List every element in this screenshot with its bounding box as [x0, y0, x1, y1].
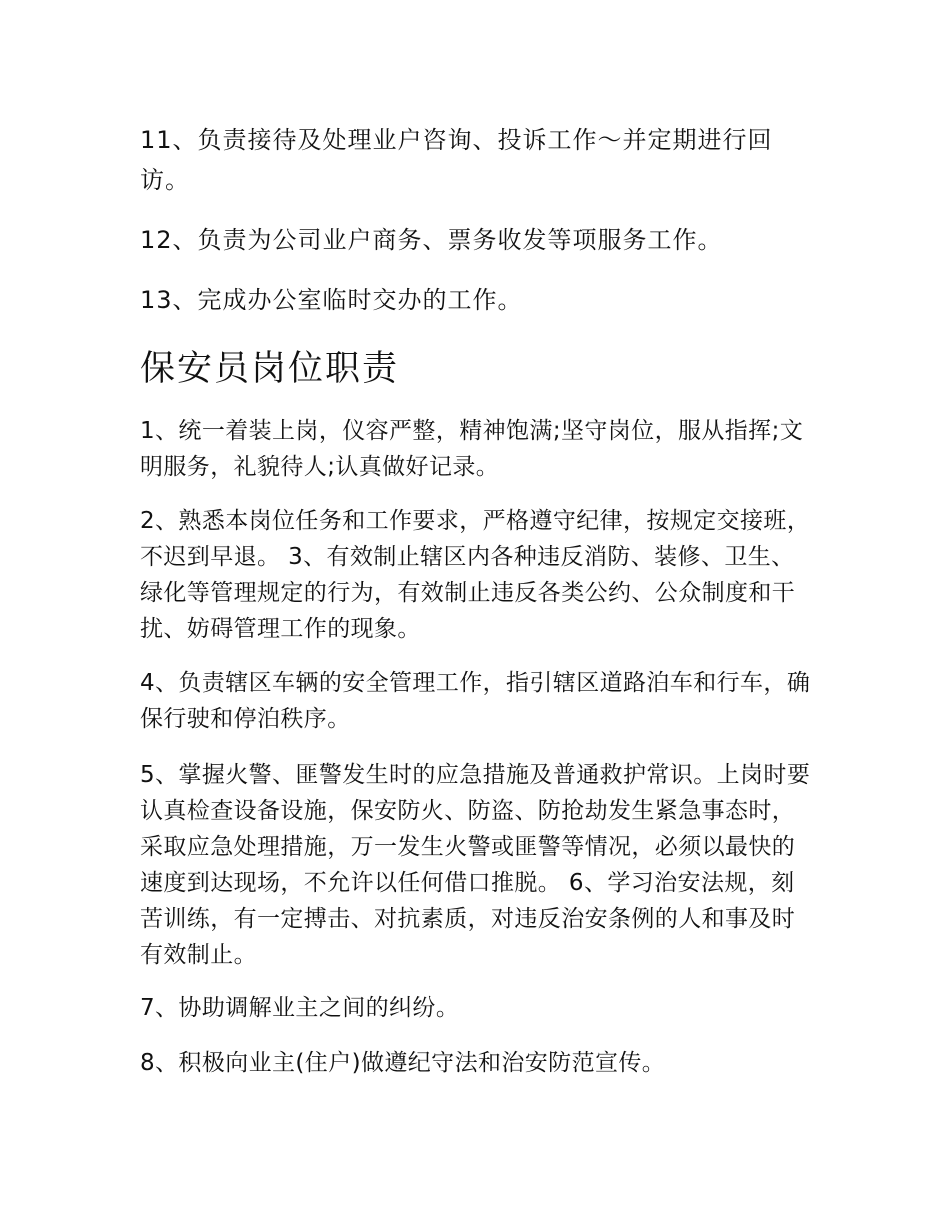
- duty-item-4: 4、负责辖区车辆的安全管理工作，指引辖区道路泊车和行车，确保行驶和停泊秩序。: [140, 670, 811, 732]
- duty-item-2-3: 2、熟悉本岗位任务和工作要求，严格遵守纪律，按规定交接班，不迟到早退。 3、有效制止辖区内各种违反消防、装修、卫生、绿化等管理规定的行为，有效制止违反各类公约、公众制度和干扰、妨碍管理工作的现象。: [140, 508, 811, 642]
- duty-item-8: 8、积极向业主(住户)做遵纪守法和治安防范宣传。: [140, 1050, 666, 1076]
- section-title: 保安员岗位职责: [140, 349, 400, 389]
- duty-item-7: 7、协助调解业主之间的纠纷。: [140, 995, 460, 1021]
- intro-item-13: 13、完成办公室临时交办的工作。: [140, 286, 523, 314]
- duty-item-5-6: 5、掌握火警、匪警发生时的应急措施及普通救护常识。上岗时要认真检查设备设施，保安防火、防盗、防抢劫发生紧急事态时，采取应急处理措施，万一发生火警或匪警等情况，必须以最快的速度到达现场，不允许以任何借口推脱。 6、学习治安法规，刻苦训练，有一定搏击、对抗素质，对违反治安条例的人和事及时有效制止。: [140, 762, 811, 968]
- intro-item-11: 11、负责接待及处理业户咨询、投诉工作～并定期进行回访。: [140, 126, 773, 194]
- duty-item-1: 1、统一着装上岗，仪容严整，精神饱满;坚守岗位，服从指挥;文明服务，礼貌待人;认真做好记录。: [140, 418, 804, 480]
- intro-item-12: 12、负责为公司业户商务、票务收发等项服务工作。: [140, 226, 723, 254]
